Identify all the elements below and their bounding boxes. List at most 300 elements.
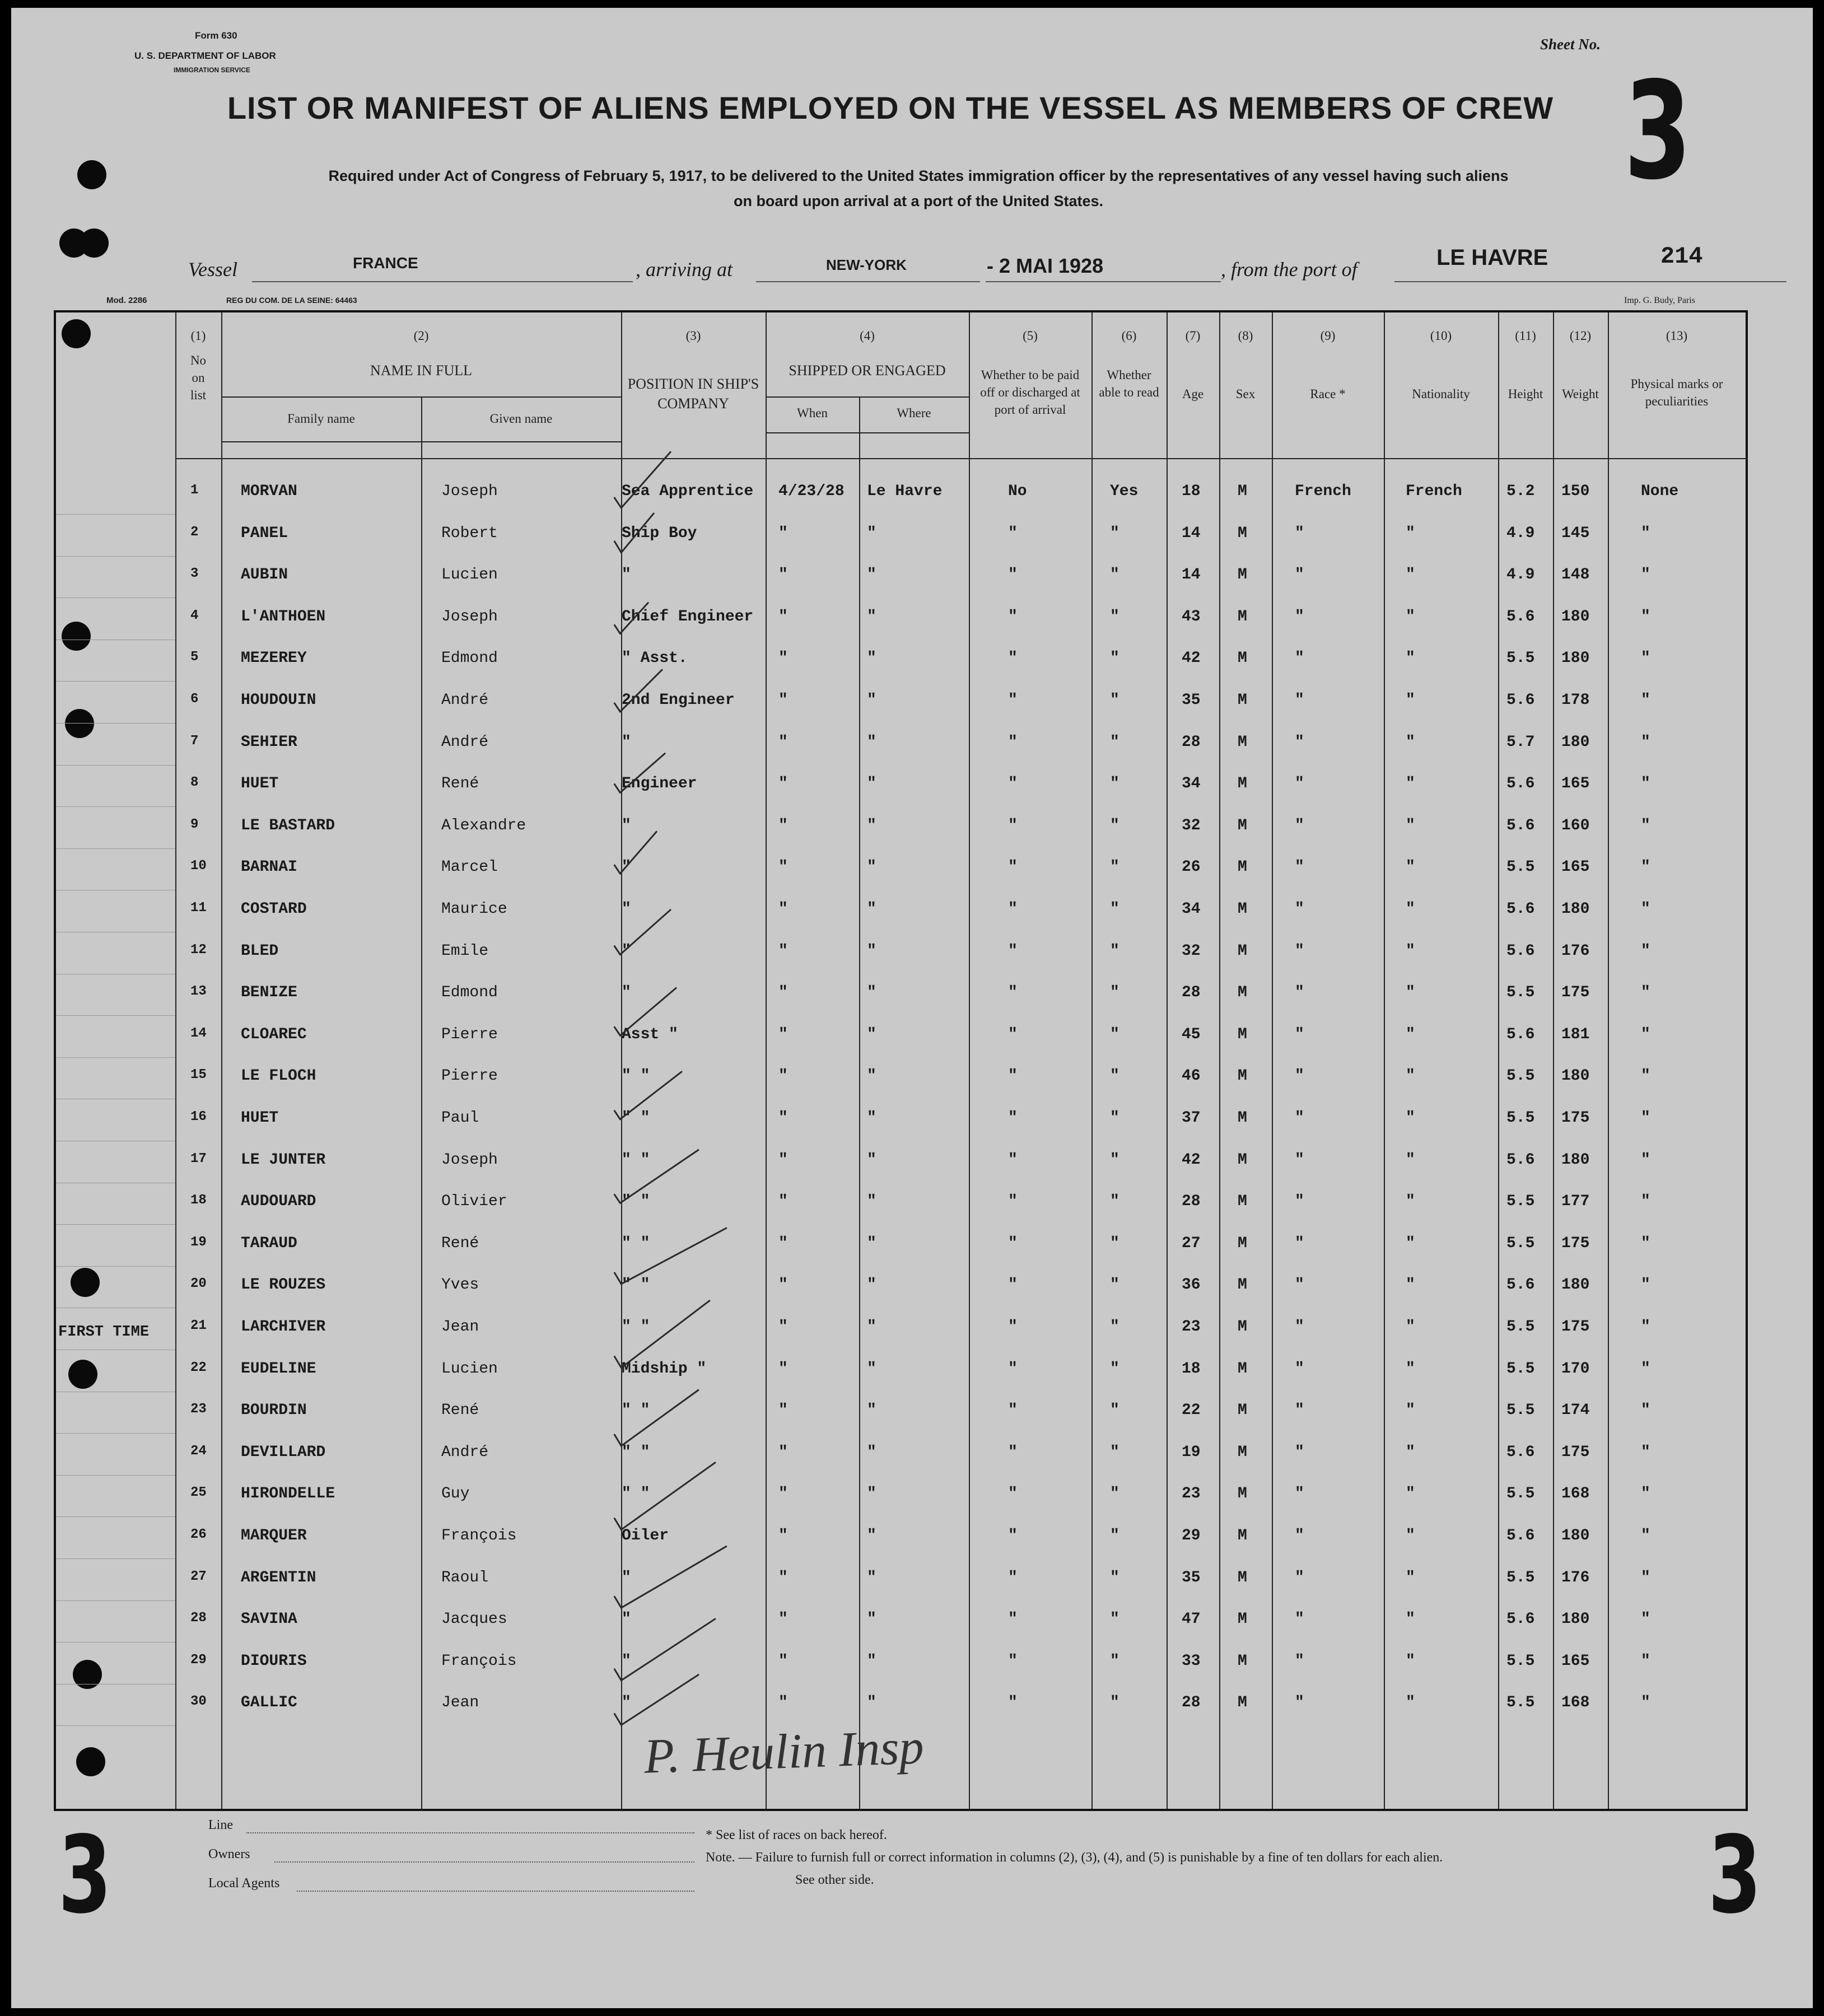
row-5-race: " xyxy=(1295,650,1304,668)
row-14-physical-marks: " xyxy=(1641,1025,1650,1043)
row-6-family-name: HOUDOUIN xyxy=(241,692,316,709)
row-2-race: " xyxy=(1295,524,1304,542)
row-21-age: 23 xyxy=(1182,1318,1201,1336)
row-24-weight: 175 xyxy=(1561,1443,1590,1461)
row-29-nationality: " xyxy=(1406,1652,1415,1670)
arriving-label: , arriving at xyxy=(636,258,733,281)
row-24-nationality: " xyxy=(1406,1443,1415,1461)
row-14-shipped-when: " xyxy=(778,1025,788,1043)
row-21-shipped-when: " xyxy=(778,1318,788,1336)
row-23-sex: M xyxy=(1238,1402,1247,1420)
row-23-given-name: René xyxy=(441,1402,479,1420)
row-24-age: 19 xyxy=(1182,1443,1201,1461)
row-9-family-name: LE BASTARD xyxy=(241,816,335,834)
row-13-age: 28 xyxy=(1182,984,1201,1002)
row-8-shipped-where: " xyxy=(867,775,876,793)
row-22-height: 5.5 xyxy=(1506,1360,1535,1378)
row-16-given-name: Paul xyxy=(441,1109,479,1127)
row-24-position: " " xyxy=(622,1443,650,1461)
row-20-nationality: " xyxy=(1406,1276,1415,1294)
footer-line-label: Line xyxy=(208,1818,233,1832)
row-16-sex: M xyxy=(1238,1109,1247,1127)
row-11-shipped-where: " xyxy=(867,900,876,918)
row-28-race: " xyxy=(1295,1611,1304,1628)
row-17-paid-off: " xyxy=(1008,1151,1018,1169)
row-18-age: 28 xyxy=(1182,1193,1201,1211)
row-25-race: " xyxy=(1295,1485,1304,1503)
row-4-position: Chief Engineer xyxy=(622,608,754,626)
row-5-physical-marks: " xyxy=(1641,650,1650,668)
row-9-shipped-where: " xyxy=(867,816,876,834)
row-8-row-number: 8 xyxy=(190,775,199,791)
row-24-physical-marks: " xyxy=(1641,1443,1650,1461)
row-28-physical-marks: " xyxy=(1641,1611,1650,1628)
row-1-physical-marks: None xyxy=(1641,483,1679,500)
row-22-family-name: EUDELINE xyxy=(241,1360,316,1378)
row-28-age: 47 xyxy=(1182,1611,1201,1628)
row-27-position: " xyxy=(622,1569,631,1586)
row-26-age: 29 xyxy=(1182,1527,1201,1544)
row-23-able-to-read: " xyxy=(1110,1402,1119,1420)
row-29-physical-marks: " xyxy=(1641,1652,1650,1670)
row-21-shipped-where: " xyxy=(867,1318,876,1336)
row-14-family-name: CLOAREC xyxy=(241,1025,307,1043)
row-1-row-number: 1 xyxy=(190,483,199,498)
row-4-able-to-read: " xyxy=(1110,608,1119,626)
row-17-able-to-read: " xyxy=(1110,1151,1119,1169)
row-1-height: 5.2 xyxy=(1506,483,1535,500)
row-9-height: 5.6 xyxy=(1506,816,1535,834)
row-5-height: 5.5 xyxy=(1506,650,1535,668)
row-16-family-name: HUET xyxy=(241,1109,279,1127)
row-4-paid-off: " xyxy=(1008,608,1018,626)
row-15-weight: 180 xyxy=(1561,1067,1590,1085)
row-30-weight: 168 xyxy=(1561,1694,1590,1712)
row-20-age: 36 xyxy=(1182,1276,1201,1294)
row-26-paid-off: " xyxy=(1008,1527,1018,1544)
row-21-paid-off: " xyxy=(1008,1318,1018,1336)
row-20-physical-marks: " xyxy=(1641,1276,1650,1294)
col5-number: (5) xyxy=(1023,329,1038,343)
row-2-given-name: Robert xyxy=(441,524,498,542)
row-22-age: 18 xyxy=(1182,1360,1201,1378)
form-title: LIST OR MANIFEST OF ALIENS EMPLOYED ON THE VESSEL AS MEMBERS OF CREW xyxy=(227,90,1554,125)
row-21-family-name: LARCHIVER xyxy=(241,1318,326,1336)
row-7-shipped-where: " xyxy=(867,733,876,751)
form-number: Form 630 xyxy=(195,30,237,41)
row-9-position: " xyxy=(622,816,631,834)
row-19-height: 5.5 xyxy=(1506,1234,1535,1252)
row-12-row-number: 12 xyxy=(190,942,207,958)
row-30-race: " xyxy=(1295,1694,1304,1712)
row-6-nationality: " xyxy=(1406,692,1415,709)
row-6-weight: 178 xyxy=(1561,692,1590,709)
corner-number-right: 3 xyxy=(1708,1813,1762,1937)
row-4-nationality: " xyxy=(1406,608,1415,626)
row-22-position: Midship " xyxy=(622,1360,707,1378)
row-22-given-name: Lucien xyxy=(441,1360,498,1378)
row-1-position: Sea Apprentice xyxy=(622,483,754,500)
row-24-sex: M xyxy=(1238,1443,1247,1461)
row-24-shipped-where: " xyxy=(867,1443,876,1461)
row-18-shipped-where: " xyxy=(867,1193,876,1211)
row-27-given-name: Raoul xyxy=(441,1569,489,1586)
row-7-weight: 180 xyxy=(1561,733,1590,751)
row-23-nationality: " xyxy=(1406,1402,1415,1420)
row-7-age: 28 xyxy=(1182,733,1201,751)
row-5-able-to-read: " xyxy=(1110,650,1119,668)
row-2-able-to-read: " xyxy=(1110,524,1119,542)
row-15-race: " xyxy=(1295,1067,1304,1085)
row-30-able-to-read: " xyxy=(1110,1694,1119,1712)
row-21-row-number: 21 xyxy=(190,1318,207,1333)
row-9-shipped-when: " xyxy=(778,816,788,834)
row-9-sex: M xyxy=(1238,816,1247,834)
form-subtitle-line1: Required under Act of Congress of February 5, 1917, to be delivered to the United States immigration officer by the representatives of any vessel having such aliens xyxy=(328,167,1509,184)
col11-label: Height xyxy=(1508,387,1543,401)
row-25-paid-off: " xyxy=(1008,1485,1018,1503)
row-17-sex: M xyxy=(1238,1151,1247,1169)
row-28-nationality: " xyxy=(1406,1611,1415,1628)
row-11-given-name: Maurice xyxy=(441,900,507,918)
col12-number: (12) xyxy=(1569,329,1592,343)
row-30-shipped-where: " xyxy=(867,1694,876,1712)
row-12-weight: 176 xyxy=(1561,942,1590,960)
row-6-able-to-read: " xyxy=(1110,692,1119,709)
row-13-height: 5.5 xyxy=(1506,984,1535,1002)
row-2-sex: M xyxy=(1238,524,1247,542)
row-26-physical-marks: " xyxy=(1641,1527,1650,1544)
row-7-shipped-when: " xyxy=(778,733,788,751)
row-3-age: 14 xyxy=(1182,566,1201,584)
row-22-shipped-when: " xyxy=(778,1360,788,1378)
row-20-row-number: 20 xyxy=(190,1276,207,1292)
row-4-sex: M xyxy=(1238,608,1247,626)
row-28-able-to-read: " xyxy=(1110,1611,1119,1628)
row-2-physical-marks: " xyxy=(1641,524,1650,542)
row-11-physical-marks: " xyxy=(1641,900,1650,918)
row-12-sex: M xyxy=(1238,942,1247,960)
row-3-position: " xyxy=(622,566,631,584)
row-21-height: 5.5 xyxy=(1506,1318,1535,1336)
row-22-able-to-read: " xyxy=(1110,1360,1119,1378)
row-15-able-to-read: " xyxy=(1110,1067,1119,1085)
row-11-paid-off: " xyxy=(1008,900,1018,918)
row-4-shipped-when: " xyxy=(778,608,788,626)
row-26-family-name: MARQUER xyxy=(241,1527,307,1544)
row-15-sex: M xyxy=(1238,1067,1247,1085)
row-28-row-number: 28 xyxy=(190,1611,207,1626)
row-14-shipped-where: " xyxy=(867,1025,876,1043)
row-17-race: " xyxy=(1295,1151,1304,1169)
row-2-nationality: " xyxy=(1406,524,1415,542)
registration-number: REG DU COM. DE LA SEINE: 64463 xyxy=(226,296,357,305)
row-11-nationality: " xyxy=(1406,900,1415,918)
printer-imprint: Imp. G. Budy, Paris xyxy=(1624,296,1695,305)
row-2-shipped-when: " xyxy=(778,524,788,542)
row-17-row-number: 17 xyxy=(190,1151,207,1166)
row-11-weight: 180 xyxy=(1561,900,1590,918)
row-17-weight: 180 xyxy=(1561,1151,1590,1169)
col4-number: (4) xyxy=(860,329,875,343)
row-16-shipped-where: " xyxy=(867,1109,876,1127)
row-19-shipped-when: " xyxy=(778,1234,788,1252)
row-4-given-name: Joseph xyxy=(441,608,498,626)
from-port: LE HAVRE xyxy=(1436,245,1548,270)
row-11-row-number: 11 xyxy=(190,900,207,916)
row-24-able-to-read: " xyxy=(1110,1443,1119,1461)
row-22-shipped-where: " xyxy=(867,1360,876,1378)
service-label: IMMIGRATION SERVICE xyxy=(174,66,250,74)
row-18-given-name: Olivier xyxy=(441,1193,507,1211)
row-8-shipped-when: " xyxy=(778,775,788,793)
row-25-height: 5.5 xyxy=(1506,1485,1535,1503)
row-2-shipped-where: " xyxy=(867,524,876,542)
row-24-row-number: 24 xyxy=(190,1443,207,1459)
row-29-given-name: François xyxy=(441,1652,517,1670)
row-27-row-number: 27 xyxy=(190,1569,207,1584)
row-15-shipped-where: " xyxy=(867,1067,876,1085)
row-2-paid-off: " xyxy=(1008,524,1018,542)
row-3-row-number: 3 xyxy=(190,566,199,582)
vessel-name: FRANCE xyxy=(353,254,418,272)
row-30-given-name: Jean xyxy=(441,1694,479,1712)
row-13-sex: M xyxy=(1238,984,1247,1002)
row-14-weight: 181 xyxy=(1561,1025,1590,1043)
arriving-port: NEW-YORK xyxy=(826,256,907,273)
row-29-sex: M xyxy=(1238,1652,1247,1670)
row-30-age: 28 xyxy=(1182,1694,1201,1712)
row-15-family-name: LE FLOCH xyxy=(241,1067,316,1085)
col8-label: Sex xyxy=(1235,387,1256,401)
col5-label: Whether to be paid off or discharged at port of arrival xyxy=(980,368,1080,417)
row-19-nationality: " xyxy=(1406,1234,1415,1252)
row-19-family-name: TARAUD xyxy=(241,1234,297,1252)
row-26-shipped-when: " xyxy=(778,1527,788,1544)
row-12-given-name: Emile xyxy=(441,942,489,960)
row-26-position: Oiler xyxy=(622,1527,669,1544)
row-8-position: Engineer xyxy=(622,775,697,793)
row-19-shipped-where: " xyxy=(867,1234,876,1252)
row-11-height: 5.6 xyxy=(1506,900,1535,918)
row-5-age: 42 xyxy=(1182,650,1201,668)
row-12-able-to-read: " xyxy=(1110,942,1119,960)
row-5-position: " Asst. xyxy=(622,650,688,668)
row-15-given-name: Pierre xyxy=(441,1067,498,1085)
row-6-age: 35 xyxy=(1182,692,1201,709)
sheet-label: Sheet No. xyxy=(1540,36,1601,53)
row-8-height: 5.6 xyxy=(1506,775,1535,793)
row-10-nationality: " xyxy=(1406,858,1415,876)
row-3-family-name: AUBIN xyxy=(241,566,288,584)
row-30-physical-marks: " xyxy=(1641,1694,1650,1712)
row-7-sex: M xyxy=(1238,733,1247,751)
row-20-height: 5.6 xyxy=(1506,1276,1535,1294)
row-14-height: 5.6 xyxy=(1506,1025,1535,1043)
row-23-family-name: BOURDIN xyxy=(241,1402,307,1420)
row-14-age: 45 xyxy=(1182,1025,1201,1043)
col7-number: (7) xyxy=(1185,329,1201,343)
row-27-height: 5.5 xyxy=(1506,1569,1535,1586)
row-18-sex: M xyxy=(1238,1193,1247,1211)
row-5-row-number: 5 xyxy=(190,650,199,665)
row-6-position: 2nd Engineer xyxy=(622,692,735,709)
row-7-paid-off: " xyxy=(1008,733,1018,751)
row-21-weight: 175 xyxy=(1561,1318,1590,1336)
row-12-paid-off: " xyxy=(1008,942,1018,960)
row-17-shipped-when: " xyxy=(778,1151,788,1169)
row-11-able-to-read: " xyxy=(1110,900,1119,918)
department-label: U. S. DEPARTMENT OF LABOR xyxy=(134,50,276,61)
row-4-family-name: L'ANTHOEN xyxy=(241,608,326,626)
row-20-position: " " xyxy=(622,1276,650,1294)
row-6-height: 5.6 xyxy=(1506,692,1535,709)
row-12-physical-marks: " xyxy=(1641,942,1650,960)
row-16-shipped-when: " xyxy=(778,1109,788,1127)
row-23-race: " xyxy=(1295,1402,1304,1420)
row-19-position: " " xyxy=(622,1234,650,1252)
manifest-table xyxy=(54,310,1748,1811)
row-3-nationality: " xyxy=(1406,566,1415,584)
col9-number: (9) xyxy=(1320,329,1336,343)
row-25-shipped-when: " xyxy=(778,1485,788,1503)
row-12-family-name: BLED xyxy=(241,942,279,960)
row-8-weight: 165 xyxy=(1561,775,1590,793)
row-15-physical-marks: " xyxy=(1641,1067,1650,1085)
col1-label: No on list xyxy=(190,353,207,403)
row-1-weight: 150 xyxy=(1561,483,1590,500)
row-18-paid-off: " xyxy=(1008,1193,1018,1211)
row-8-family-name: HUET xyxy=(241,775,279,793)
row-13-race: " xyxy=(1295,984,1304,1002)
row-28-shipped-when: " xyxy=(778,1611,788,1628)
races-note: * See list of races on back hereof. xyxy=(706,1828,887,1842)
col9-label: Race * xyxy=(1310,387,1346,401)
col8-number: (8) xyxy=(1238,329,1253,343)
row-21-given-name: Jean xyxy=(441,1318,479,1336)
row-12-shipped-when: " xyxy=(778,942,788,960)
row-10-shipped-when: " xyxy=(778,858,788,876)
row-27-family-name: ARGENTIN xyxy=(241,1569,316,1586)
row-11-race: " xyxy=(1295,900,1304,918)
row-20-weight: 180 xyxy=(1561,1276,1590,1294)
row-23-age: 22 xyxy=(1182,1402,1201,1420)
penalty-note: Note. — Failure to furnish full or correct information in columns (2), (3), (4), and (5) is punishable by a fine of ten dollars for each alien. xyxy=(706,1850,1443,1865)
row-11-sex: M xyxy=(1238,900,1247,918)
row-13-paid-off: " xyxy=(1008,984,1018,1002)
row-14-row-number: 14 xyxy=(190,1025,207,1041)
row-20-able-to-read: " xyxy=(1110,1276,1119,1294)
row-18-physical-marks: " xyxy=(1641,1193,1650,1211)
row-4-race: " xyxy=(1295,608,1304,626)
row-2-weight: 145 xyxy=(1561,524,1590,542)
row-10-row-number: 10 xyxy=(190,858,207,874)
row-23-row-number: 23 xyxy=(190,1402,207,1417)
row-16-height: 5.5 xyxy=(1506,1109,1535,1127)
row-29-able-to-read: " xyxy=(1110,1652,1119,1670)
row-23-position: " " xyxy=(622,1402,650,1420)
row-15-paid-off: " xyxy=(1008,1067,1018,1085)
row-26-given-name: François xyxy=(441,1527,517,1544)
row-4-shipped-where: " xyxy=(867,608,876,626)
row-5-nationality: " xyxy=(1406,650,1415,668)
row-16-nationality: " xyxy=(1406,1109,1415,1127)
row-26-able-to-read: " xyxy=(1110,1527,1119,1544)
row-1-nationality: French xyxy=(1406,483,1462,500)
row-30-height: 5.5 xyxy=(1506,1694,1535,1712)
row-3-shipped-where: " xyxy=(867,566,876,584)
row-13-nationality: " xyxy=(1406,984,1415,1002)
row-12-position: " xyxy=(622,942,631,960)
corner-number-left: 3 xyxy=(58,1813,112,1937)
row-9-weight: 160 xyxy=(1561,816,1590,834)
row-16-able-to-read: " xyxy=(1110,1109,1119,1127)
see-other-side-note: See other side. xyxy=(795,1873,874,1887)
row-28-sex: M xyxy=(1238,1611,1247,1628)
row-4-weight: 180 xyxy=(1561,608,1590,626)
punch-hole xyxy=(77,160,106,189)
row-27-paid-off: " xyxy=(1008,1569,1018,1586)
row-26-nationality: " xyxy=(1406,1527,1415,1544)
row-22-race: " xyxy=(1295,1360,1304,1378)
row-9-race: " xyxy=(1295,816,1304,834)
row-9-paid-off: " xyxy=(1008,816,1018,834)
row-25-family-name: HIRONDELLE xyxy=(241,1485,335,1503)
row-4-physical-marks: " xyxy=(1641,608,1650,626)
row-27-physical-marks: " xyxy=(1641,1569,1650,1586)
row-18-family-name: AUDOUARD xyxy=(241,1193,316,1211)
row-24-given-name: André xyxy=(441,1443,489,1461)
row-1-age: 18 xyxy=(1182,483,1201,500)
row-13-physical-marks: " xyxy=(1641,984,1650,1002)
row-15-row-number: 15 xyxy=(190,1067,207,1083)
row-29-family-name: DIOURIS xyxy=(241,1652,307,1670)
row-5-shipped-when: " xyxy=(778,650,788,668)
row-2-height: 4.9 xyxy=(1506,524,1535,542)
row-9-nationality: " xyxy=(1406,816,1415,834)
row-23-paid-off: " xyxy=(1008,1402,1018,1420)
row-6-shipped-when: " xyxy=(778,692,788,709)
row-22-physical-marks: " xyxy=(1641,1360,1650,1378)
row-15-height: 5.5 xyxy=(1506,1067,1535,1085)
row-28-shipped-where: " xyxy=(867,1611,876,1628)
row-27-sex: M xyxy=(1238,1569,1247,1586)
col1-number: (1) xyxy=(190,329,206,343)
col12-label: Weight xyxy=(1562,387,1599,401)
row-17-height: 5.6 xyxy=(1506,1151,1535,1169)
row-18-able-to-read: " xyxy=(1110,1193,1119,1211)
row-30-sex: M xyxy=(1238,1694,1247,1712)
row-30-family-name: GALLIC xyxy=(241,1694,297,1712)
row-3-able-to-read: " xyxy=(1110,566,1119,584)
col6-number: (6) xyxy=(1121,329,1137,343)
row-19-weight: 175 xyxy=(1561,1234,1590,1252)
row-8-sex: M xyxy=(1238,775,1247,793)
row-14-race: " xyxy=(1295,1025,1304,1043)
row-19-physical-marks: " xyxy=(1641,1234,1650,1252)
col2-number: (2) xyxy=(413,329,429,343)
row-7-height: 5.7 xyxy=(1506,733,1535,751)
col11-number: (11) xyxy=(1515,329,1536,343)
row-28-weight: 180 xyxy=(1561,1611,1590,1628)
col2-label: NAME IN FULL xyxy=(370,362,472,379)
col10-number: (10) xyxy=(1430,329,1452,343)
arrival-date: - 2 MAI 1928 xyxy=(987,254,1104,277)
col13-number: (13) xyxy=(1666,329,1688,343)
row-10-family-name: BARNAI xyxy=(241,858,297,876)
row-2-family-name: PANEL xyxy=(241,524,288,542)
row-6-given-name: André xyxy=(441,692,489,709)
